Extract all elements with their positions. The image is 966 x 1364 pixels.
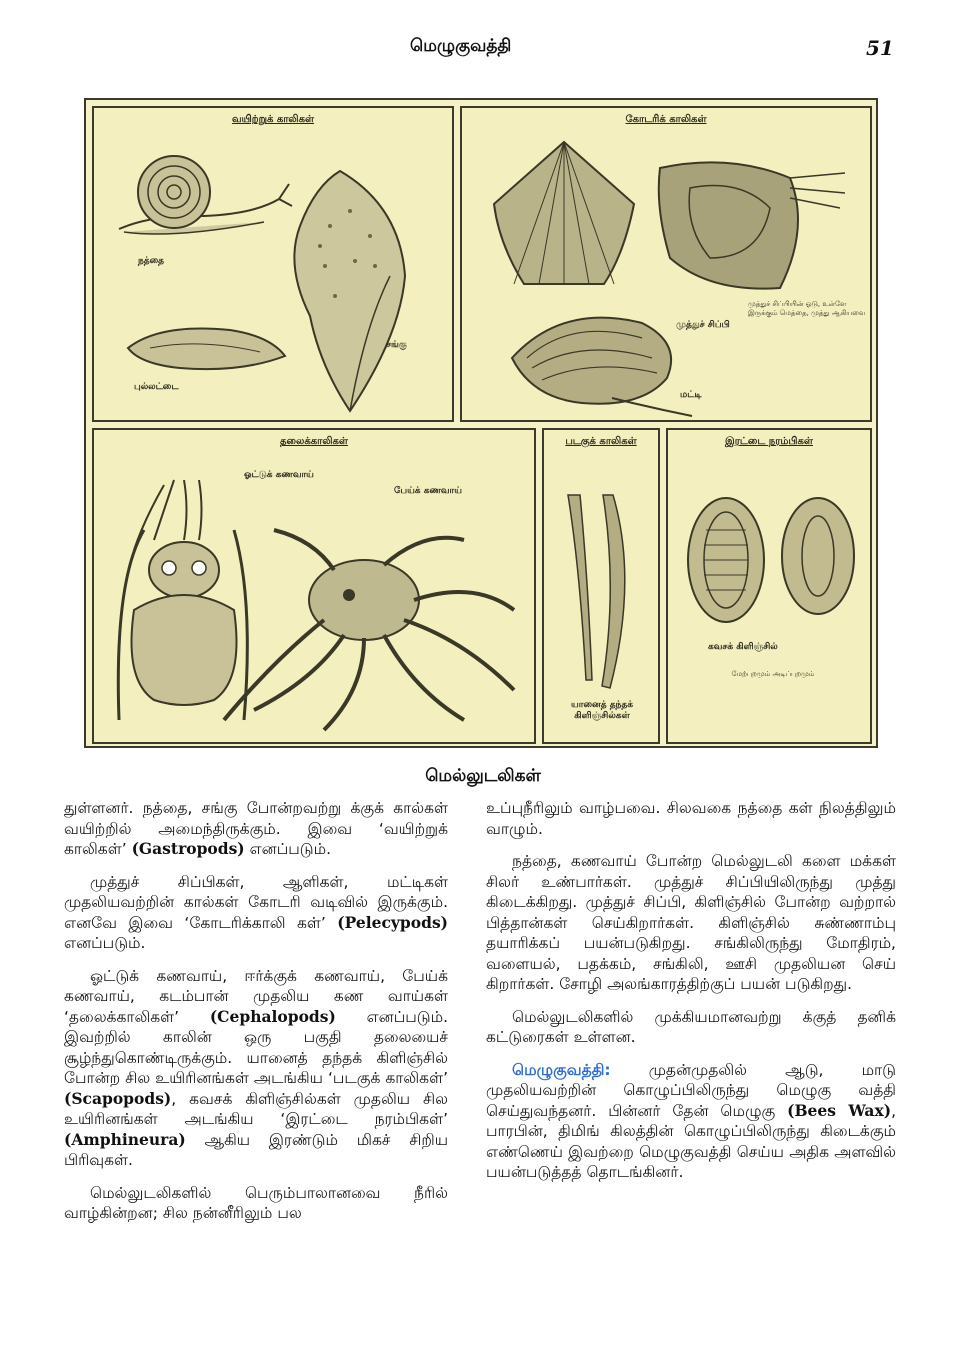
label-tusk-shell: யானைத் தந்தக் கிளிஞ்சில்கள் [571, 700, 633, 721]
illustration-plate [84, 98, 878, 748]
panel-scapopods [542, 428, 660, 744]
term-bees-wax: (Bees Wax) [787, 1100, 892, 1120]
panel-gastropods [92, 106, 454, 422]
term-scapopods: (Scapopods) [64, 1088, 172, 1108]
term-amphineura: (Amphineura) [64, 1129, 186, 1149]
label-snail: நத்தை [138, 256, 165, 266]
panel-amphineura [666, 428, 872, 744]
limpet-illustration [120, 318, 290, 378]
paragraph: மெல்லுடலிகளில் முக்கியமானவற்று க்குத் தனிக் கட்டுரைகள் உள்ளன. [486, 1007, 896, 1046]
mussel-illustration [492, 298, 702, 418]
term-gastropods: (Gastropods) [131, 839, 245, 858]
paragraph: நத்தை, கணவாய் போன்ற மெல்லுடலி களை மக்கள் சிலர் உண்பார்கள். முத்துச் சிப்பியிலிருந்து முத்து கிடைக்கிறது. முத்துச் சிப்பி, கிளிஞ்சில் போன்ற வற்றால் பித்தான்கள் செய்கிறார்கள். கிளிஞ்சில் சுண்ணாம்பு தயாரிக்கப் பயன்படுகிறது. சங்கிலிருந்து மோதிரம், வளையல், பதக்கம், சங்கிலி, ஊசி முதலியன செய் கிறார்கள். சோழி அலங்காரத்திற்குப் பயன் படுகிறது. [486, 852, 896, 993]
chiton-illustration [678, 490, 868, 630]
panel-title-scapopods: படகுக் காலிகள் [565, 436, 637, 447]
term-cephalopods: (Cephalopods) [209, 1006, 336, 1026]
panel-title-pelecypods: கோடரிக் காலிகள் [625, 114, 707, 125]
label-cuttlefish: ஓட்டுக் கணவாய் [244, 470, 314, 480]
page-number: 51 [866, 36, 894, 60]
paragraph: மெழுகுவத்தி: முதன்முதலில் ஆடு, மாடு முதலியவற்றின் கொழுப்பிலிருந்து மெழுகு வத்தி செய்துவந்தனர். பின்னர் தேன் மெழுகு (Bees Wax), பாரபின், திமிங் கிலத்தின் கொழுப்பிலிருந்து கிடைக்கும் எண்ணெய் இவற்றை மெழுகுவத்தி செய்ய அதிக அளவில் பயன்படுத்தத் தொடங்கினர். [486, 1060, 896, 1181]
octopus-illustration [214, 520, 534, 740]
label-pearl-oyster: முத்துச் சிப்பி [676, 320, 730, 330]
panel-cephalopods [92, 428, 536, 744]
paragraph: ஓட்டுக் கணவாய், ஈர்க்குக் கணவாய், பேய்க் கணவாய், கடம்பான் முதலிய கண வாய்கள் ‘தலைக்காலிகள்’ (Cephalopods) எனப்படும். இவற்றில் காலின் ஒரு பகுதி தலையைச் சூழ்ந்துகொண்டிருக்கும். யானைத் தந்தக் கிளிஞ்சில் போன்ற சில உயிரினங்கள் அடங்கிய ‘படகுக் காலிகள்’ (Scapopods), கவசக் கிளிஞ்சில்கள் முதலிய சில உயிரினங்கள் அடங்கிய ‘இரட்டை நரம்பிகள்’ (Amphineura) ஆகிய இரண்டும் மிகச் சிறிய பிரிவுகள். [64, 966, 448, 1169]
term-pelecypods: (Pelecypods) [337, 912, 448, 932]
paragraph: துள்ளனர். நத்தை, சங்கு போன்றவற்று க்குக் கால்கள் வயிற்றில் அமைந்திருக்கும். இவை ‘வயிற்றுக் காலிகள்’ (Gastropods) எனப்படும். [64, 799, 448, 858]
panel-title-cephalopods: தலைக்காலிகள் [280, 436, 348, 447]
paragraph: மெல்லுடலிகளில் பெரும்பாலானவை நீரில் வாழ்கின்றன; சில நன்னீரிலும் பல [64, 1183, 448, 1222]
section-heading: மெழுகுவத்தி: [512, 1060, 611, 1079]
label-conch: சங்கு [386, 340, 407, 350]
label-limpet: புல்லட்டை [134, 382, 179, 392]
snail-illustration [114, 144, 294, 244]
paragraph: உப்புநீரிலும் வாழ்பவை. சிலவகை நத்தை கள் நிலத்திலும் வாழும். [486, 799, 896, 838]
conch-illustration [280, 166, 410, 416]
panel-pelecypods [460, 106, 872, 422]
tusk-shell-illustration [558, 490, 648, 690]
chiton-note: மேற்புறமும் அடிப்புறமும் [731, 670, 815, 678]
pearl-oyster-note: முத்துச் சிப்பியின் ஓடு, உள்ளே இருக்கும் மெத்தை, முத்து ஆகியவை [748, 300, 866, 317]
panel-title-gastropods: வயிற்றுக் காலிகள் [231, 114, 315, 125]
label-chiton: கவசக் கிளிஞ்சில் [708, 642, 778, 652]
pearl-oyster-illustration [650, 148, 850, 298]
figure-caption: மெல்லுடலிகள் [425, 766, 541, 786]
running-head: மெழுகுவத்தி [410, 36, 512, 56]
label-octopus: பேய்க் கணவாய் [394, 486, 462, 496]
label-mussel: மட்டி [680, 390, 702, 400]
paragraph: முத்துச் சிப்பிகள், ஆளிகள், மட்டிகள் முதலியவற்றின் கால்கள் கோடரி வடிவில் இருக்கும். எனவே இவை ‘கோடரிக்காலி கள்’ (Pelecypods) எனப்படும். [64, 872, 448, 952]
scallop-shell-illustration [484, 134, 644, 294]
right-column [486, 798, 896, 1195]
left-column [64, 798, 448, 1236]
panel-title-amphineura: இரட்டை நரம்பிகள் [725, 436, 813, 447]
